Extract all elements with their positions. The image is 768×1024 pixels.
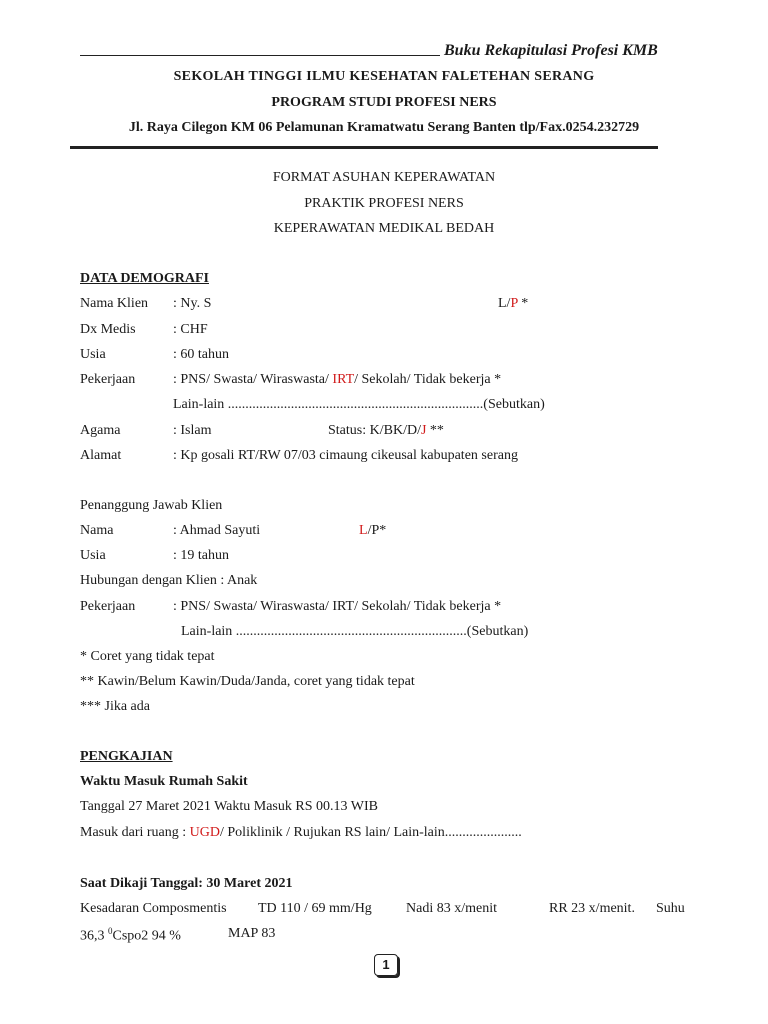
pekerjaan-selected: IRT [332,372,355,387]
sex-l: L/ [498,296,511,311]
note-3: *** Jika ada [80,699,150,714]
pj-sex [359,523,386,539]
vital-map: MAP 83 [228,926,276,941]
waktu-masuk-heading: Waktu Masuk Rumah Sakit [80,774,248,789]
pj-sex-rest: /P* [367,523,387,538]
penanggung-heading: Penanggung Jawab Klien [80,498,223,513]
vital-suhu-label: Suhu [656,901,685,916]
pj-usia-label: Usia [80,548,106,563]
vital-line2 [80,926,181,945]
demografi-heading: DATA DEMOGRAFI [80,271,209,286]
pekerjaan-lainlain: Lain-lain .........................................................................(Sebutkan) [173,397,545,412]
nama-klien-label: Nama Klien [80,296,149,311]
dx-medis-label: Dx Medis [80,322,136,337]
vital-kesadaran: Kesadaran Composmentis [80,901,227,916]
pekerjaan-value [173,372,501,388]
vital-td: TD 110 / 69 mm/Hg [258,901,372,916]
masuk-ruang [80,825,522,841]
klien-sex [498,296,528,312]
pj-pekerjaan-lainlain: Lain-lain ..................................................................(Sebutkan) [181,624,529,639]
header-rule-top [80,55,440,56]
dikaji-tanggal: Saat Dikaji Tanggal: 30 Maret 2021 [80,876,293,891]
school-address: Jl. Raya Cilegon KM 06 Pelamunan Kramatwatu Serang Banten tlp/Fax.0254.232729 [128,120,640,135]
note-2: ** Kawin/Belum Kawin/Duda/Janda, coret yang tidak tepat [80,674,415,689]
dx-medis-value: : CHF [173,322,208,337]
usia-label: Usia [80,347,106,362]
pekerjaan-options-post: / Sekolah/ Tidak bekerja * [354,372,502,387]
ruang-selected: UGD [189,825,220,840]
school-name: SEKOLAH TINGGI ILMU KESEHATAN FALETEHAN SERANG [173,69,595,84]
page-number: 1 [374,954,398,976]
vital-suhu-value: 36,3 [80,928,108,944]
nama-klien-value: : Ny. S [173,296,212,311]
pj-usia-value: : 19 tahun [173,548,229,563]
usia-value: : 60 tahun [173,347,229,362]
agama-value: : Islam [173,423,212,438]
pj-pekerjaan-value: : PNS/ Swasta/ Wiraswasta/ IRT/ Sekolah/ Tidak bekerja * [173,599,502,614]
tanggal-masuk: Tanggal 27 Maret 2021 Waktu Masuk RS 00.13 WIB [80,799,378,814]
book-title: Buku Rekapitulasi Profesi KMB [444,42,658,59]
alamat-value: : Kp gosali RT/RW 07/03 cimaung cikeusal kabupaten serang [173,448,518,463]
pj-hubungan: Hubungan dengan Klien : Anak [80,573,258,588]
pj-nama-label: Nama [80,523,114,538]
sex-p-selected: P [510,296,518,311]
status-pre: Status: K/BK/D/ [328,423,421,438]
pj-nama-value: : Ahmad Sayuti [173,523,261,538]
pekerjaan-options-pre: : PNS/ Swasta/ Wiraswasta/ [173,372,333,387]
doc-title-line2: PRAKTIK PROFESI NERS [304,196,464,211]
status-post: ** [426,423,444,438]
note-1: * Coret yang tidak tepat [80,649,215,664]
ruang-post: / Poliklinik / Rujukan RS lain/ Lain-lain...................... [220,825,522,840]
vital-spo2: Cspo2 94 % [112,928,181,944]
pekerjaan-label: Pekerjaan [80,372,136,387]
sex-mark: * [517,296,529,311]
agama-label: Agama [80,423,121,438]
degree-superscript: 0 [108,926,113,936]
pj-sex-l-selected: L [359,523,368,538]
pj-pekerjaan-label: Pekerjaan [80,599,136,614]
pengkajian-heading: PENGKAJIAN [80,749,173,764]
status-selected: J [420,423,427,438]
vital-rr: RR 23 x/menit. [549,901,635,916]
status-value [328,423,444,439]
alamat-label: Alamat [80,448,122,463]
program-name: PROGRAM STUDI PROFESI NERS [271,95,497,110]
vital-nadi: Nadi 83 x/menit [406,901,497,916]
doc-title-line1: FORMAT ASUHAN KEPERAWATAN [272,170,496,185]
doc-title-line3: KEPERAWATAN MEDIKAL BEDAH [273,221,495,236]
header-rule-bottom [70,146,658,149]
ruang-pre: Masuk dari ruang : [80,825,190,840]
